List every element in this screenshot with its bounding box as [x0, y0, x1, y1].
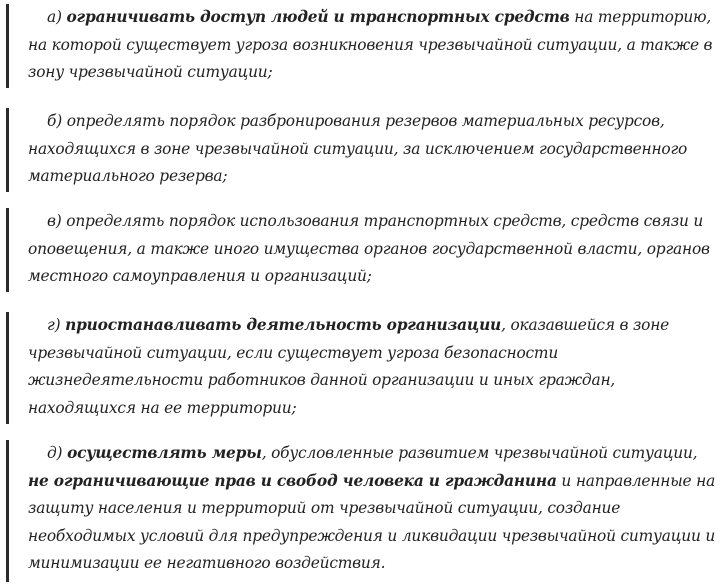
item-letter: в) [47, 212, 62, 230]
list-item-v [6, 208, 718, 292]
item-bold-text-2: не ограничивающие прав и свобод человека и гражданина [28, 471, 557, 490]
item-bold-text: приостанавливать деятельность организации [65, 316, 502, 334]
item-bold-text: ограничивать доступ людей и транспортных средств [66, 8, 570, 26]
item-text: , обусловленные развитием чрезвычайной ситуации, [261, 444, 698, 462]
item-text: определять порядок разбронирования резервов материальных ресурсов, находящихся в зоне чрезвычайной ситуации, за исключением государственного материального резерва; [28, 112, 688, 185]
paragraph-b [28, 108, 718, 191]
item-letter: б) [47, 112, 62, 130]
list-item-g [6, 312, 718, 424]
item-letter: а) [47, 8, 62, 26]
item-text: определять порядок использования транспортных средств, средств связи и оповещения, а также иного имущества органов государственной власти, органов местного самоуправления и организаций; [28, 212, 710, 285]
item-letter: д) [47, 444, 63, 462]
paragraph-g [28, 312, 718, 422]
item-text: на территорию, на которой существует угроза возникновения чрезвычайной ситуации, а также в зону чрезвычайной ситуации; [28, 8, 713, 81]
item-letter: г) [47, 316, 61, 334]
list-item-a [6, 4, 718, 88]
list-item-d [6, 440, 718, 582]
list-item-b [6, 108, 718, 192]
item-bold-text: осуществлять меры [67, 444, 262, 462]
paragraph-d [28, 440, 718, 578]
item-text-2: и направленные на защиту населения и территорий от чрезвычайной ситуации, создание необходимых условий для предупреждения и ликвидации чрезвычайной ситуации и минимизации ее негативного воздействия. [28, 471, 716, 572]
paragraph-a [28, 4, 718, 87]
item-text: , оказавшейся в зоне чрезвычайной ситуации, если существует угроза безопасности жизнедеятельности работников данной организации и иных граждан, находящихся на ее территории; [28, 316, 670, 417]
paragraph-v [28, 208, 718, 291]
